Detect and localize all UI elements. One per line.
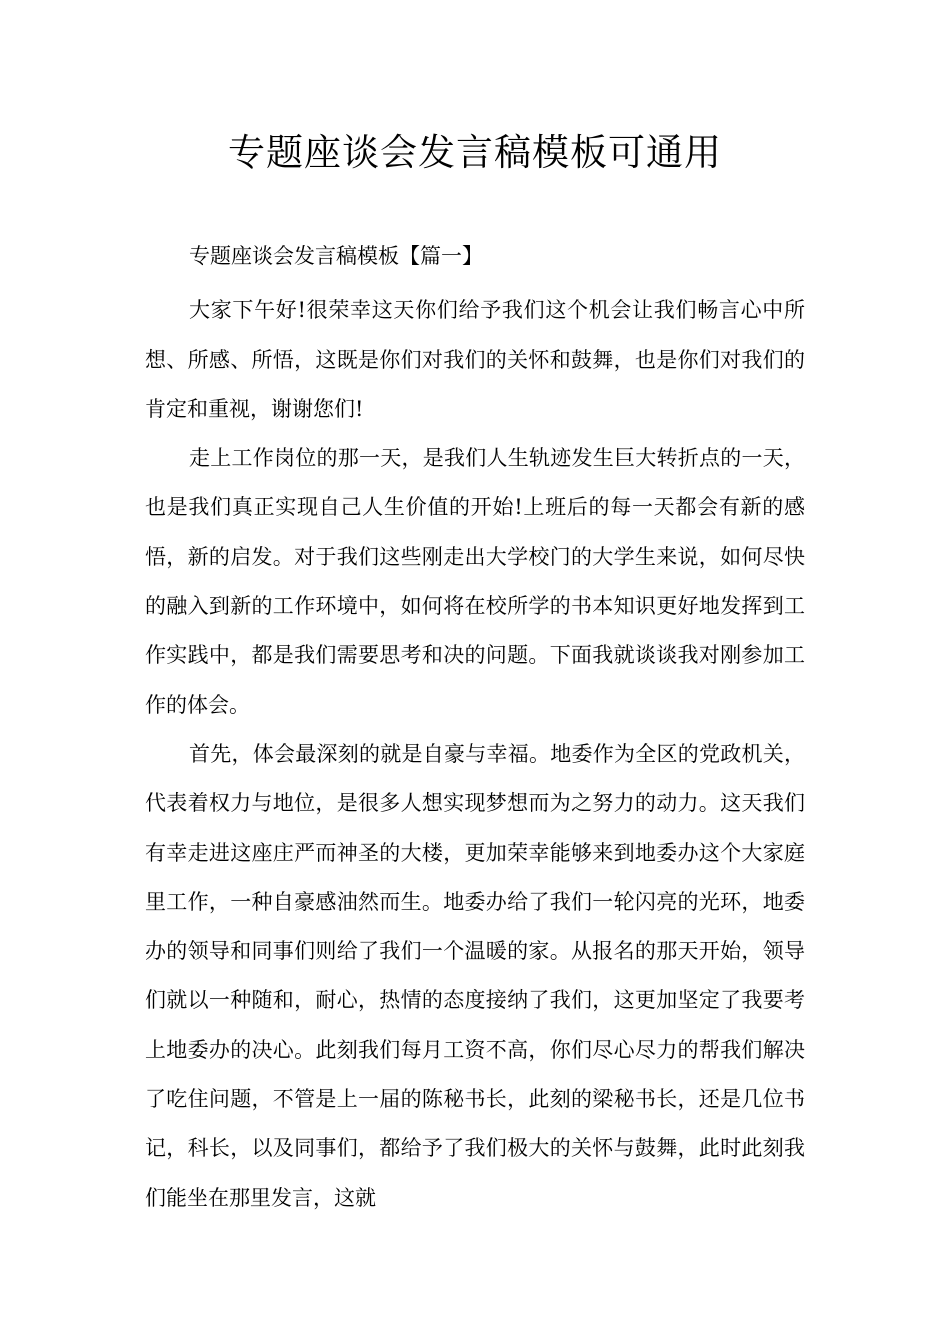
paragraph-greeting: 大家下午好!很荣幸这天你们给予我们这个机会让我们畅言心中所想、所感、所悟，这既是你们对我们的关怀和鼓舞，也是你们对我们的肯定和重视，谢谢您们!: [145, 298, 805, 421]
paragraph-work-start: 走上工作岗位的那一天，是我们人生轨迹发生巨大转折点的一天，也是我们真正实现自己人生价值的开始!上班后的每一天都会有新的感悟，新的启发。对于我们这些刚走出大学校门的大学生来说，如何尽快的融入到新的工作环境中，如何将在校所学的书本知识更好地发挥到工作实践中，都是我们需要思考和决的问题。下面我就谈谈我对刚参加工作的体会。: [145, 446, 805, 717]
section-heading: 专题座谈会发言稿模板【篇一】: [189, 244, 483, 268]
document-title: 专题座谈会发言稿模板可通用: [228, 131, 722, 174]
paragraph-pride-happiness: 首先，体会最深刻的就是自豪与幸福。地委作为全区的党政机关，代表着权力与地位，是很多人想实现梦想而为之努力的动力。这天我们有幸走进这座庄严而神圣的大楼，更加荣幸能够来到地委办这个大家庭里工作，一种自豪感油然而生。地委办给了我们一轮闪亮的光环，地委办的领导和同事们则给了我们一个温暖的家。从报名的那天开始，领导们就以一种随和，耐心，热情的态度接纳了我们，这更加坚定了我要考上地委办的决心。此刻我们每月工资不高，你们尽心尽力的帮我们解决了吃住问题，不管是上一届的陈秘书长，此刻的梁秘书长，还是几位书记，科长，以及同事们，都给予了我们极大的关怀与鼓舞，此时此刻我们能坐在那里发言，这就: [145, 741, 805, 1210]
document-body: [145, 232, 805, 1223]
